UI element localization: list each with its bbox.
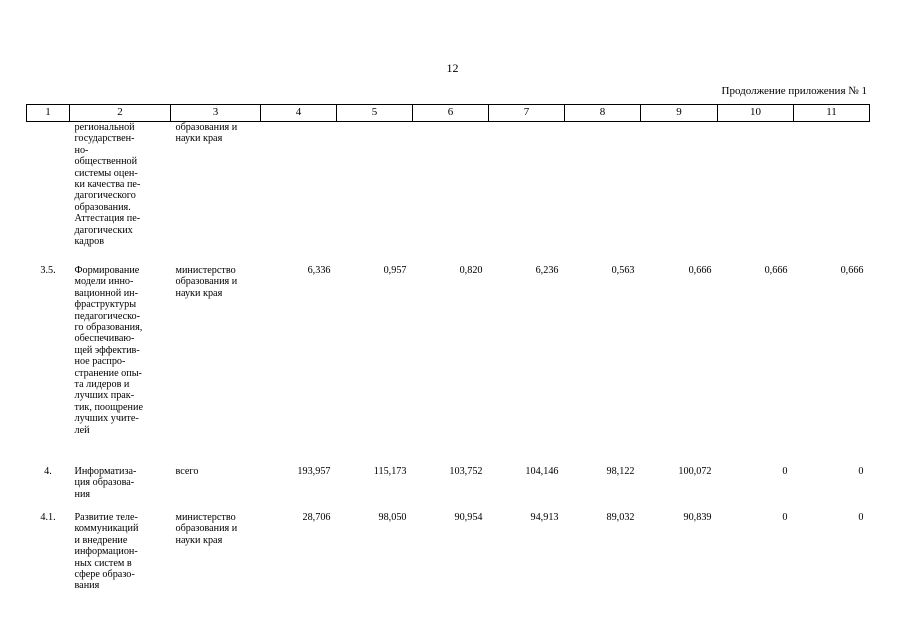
value-cell: 0,820 [459,265,483,276]
measure-name-cell [70,262,171,463]
measure-name-line: модели инно- [74,276,134,288]
executor-line: науки края [175,133,223,145]
value-cell: 0 [858,466,864,477]
measure-name-line: щей эффектив- [74,344,140,356]
value-cell: 103,752 [449,466,483,477]
executor-line: науки края [175,534,223,546]
measure-name-cell [70,463,171,509]
measure-name-line: обеспечиваю- [74,333,135,345]
table-row [27,509,870,592]
measure-name-cell [70,509,171,592]
value-cell: 89,032 [606,512,635,523]
column-header: 3 [171,105,261,122]
value-cell: 0 [782,466,788,477]
column-header: 6 [413,105,489,122]
column-header: 9 [641,105,718,122]
value-cell [261,122,337,263]
executor-line: министерство [175,265,236,276]
measure-name-line: вационной ин- [74,287,138,299]
measure-name-line: педагогическо- [74,310,141,322]
measure-name-line: тик, поощрение [74,401,143,413]
executor-line: образования и [175,523,238,535]
value-cell: 0,666 [764,265,788,276]
budget-table [26,104,870,592]
appendix-caption: Продолжение приложения № 1 [721,85,867,97]
column-header: 10 [718,105,794,122]
value-cell: 0,666 [840,265,864,276]
measure-name-line: Информатиза- [74,466,137,477]
column-header: 4 [261,105,337,122]
executor-line: образования и [175,122,238,133]
measure-name-line: образования. [74,201,131,213]
measure-name-line: лей [74,424,90,436]
executor-cell [171,463,261,509]
measure-name-line: региональной [74,122,135,133]
measure-name-line: дагогического [74,190,136,202]
value-cell [565,122,641,263]
column-header: 5 [337,105,413,122]
executor-line: всего [175,466,199,477]
page-number: 12 [446,61,459,75]
measure-name-line: странение опы- [74,367,142,379]
column-header: 7 [489,105,565,122]
value-cell: 193,957 [297,466,331,477]
table-row [27,122,870,263]
measure-name-line: коммуникаций [74,523,139,535]
measure-name-line: общественной [74,156,138,168]
column-header: 8 [565,105,641,122]
row-number-cell: 4. [44,466,52,477]
measure-name-line: государствен- [74,133,135,145]
header-row [27,105,870,122]
column-header: 2 [70,105,171,122]
executor-line: науки края [175,287,223,299]
table-row [27,262,870,463]
measure-name-line: ния [74,488,91,500]
measure-name-line: ция образова- [74,477,135,489]
column-header: 11 [794,105,870,122]
value-cell: 94,913 [530,512,559,523]
value-cell [641,122,718,263]
measure-name-line: та лидеров и [74,379,130,391]
value-cell [794,122,870,263]
value-cell: 90,839 [683,512,712,523]
measure-name-line: сфере образо- [74,569,135,581]
measure-name-line: системы оцен- [74,167,138,179]
measure-name-line: ки качества пе- [74,179,141,191]
value-cell: 98,122 [606,466,635,477]
measure-name-line: го образования, [74,322,143,334]
measure-name-line: ных систем в [74,557,132,569]
value-cell [413,122,489,263]
row-number-cell [27,122,70,263]
measure-name-line: но- [74,144,89,156]
measure-name-line: кадров [74,236,104,248]
column-header: 1 [27,105,70,122]
measure-name-line: лучших учите- [74,413,139,425]
measure-name-line: дагогических [74,224,133,236]
value-cell: 0 [858,512,864,523]
value-cell [489,122,565,263]
value-cell [337,122,413,263]
value-cell: 28,706 [302,512,331,523]
executor-line: образования и [175,276,238,288]
executor-cell [171,509,261,592]
measure-name-line: ное распро- [74,356,126,368]
measure-name-line: Формирование [74,265,140,276]
value-cell: 115,173 [373,466,407,477]
value-cell [718,122,794,263]
executor-cell [171,262,261,463]
row-number-cell: 3.5. [40,265,56,276]
executor-line: министерство [175,512,236,523]
measure-name-cell [70,122,171,263]
row-number-cell: 4.1. [40,512,56,523]
value-cell: 0,666 [688,265,712,276]
measure-name-line: вания [74,580,100,592]
measure-name-line: и внедрение [74,534,128,546]
measure-name-line: Развитие теле- [74,512,138,523]
measure-name-line: фраструктуры [74,299,137,311]
executor-cell [171,122,261,263]
measure-name-line: информацион- [74,546,138,558]
value-cell: 0,563 [611,265,635,276]
value-cell: 0,957 [383,265,407,276]
value-cell: 6,236 [535,265,559,276]
value-cell: 104,146 [525,466,559,477]
value-cell: 6,336 [307,265,331,276]
value-cell: 90,954 [454,512,483,523]
value-cell: 100,072 [678,466,712,477]
value-cell: 98,050 [378,512,407,523]
measure-name-line: Аттестация пе- [74,213,141,225]
table-row [27,463,870,509]
value-cell: 0 [782,512,788,523]
measure-name-line: лучших прак- [74,390,135,402]
